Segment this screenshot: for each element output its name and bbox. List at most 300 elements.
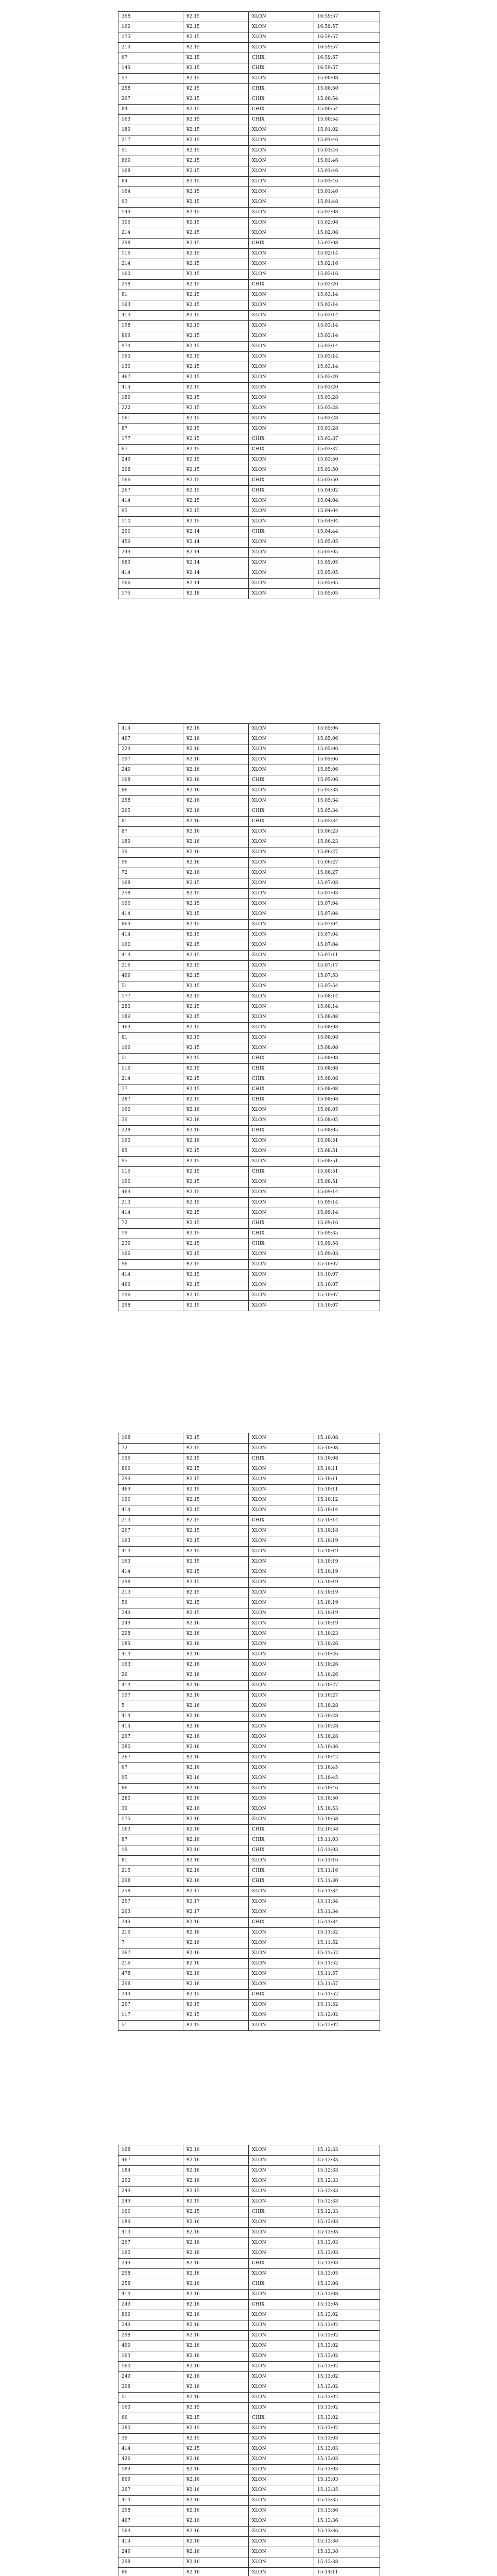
venue-cell: XLON — [249, 218, 314, 228]
table-row — [118, 1918, 380, 1928]
table-row — [118, 2331, 380, 2341]
price-cell: ¥2.16 — [183, 2465, 249, 2475]
price-cell: ¥2.16 — [183, 2506, 249, 2516]
volume-cell: 86 — [118, 786, 183, 796]
venue-cell: XLON — [249, 383, 314, 393]
volume-cell: 869 — [118, 2475, 183, 2485]
volume-cell: 869 — [118, 920, 183, 930]
volume-cell: 67 — [118, 445, 183, 455]
table-row — [118, 1475, 380, 1485]
time-cell: 15:02:08 — [314, 208, 380, 218]
time-cell: 15:13:36 — [314, 2537, 380, 2547]
table-row — [118, 1938, 380, 1948]
time-cell: 15:12:33 — [314, 2197, 380, 2207]
time-cell: 15:13:38 — [314, 2557, 380, 2568]
volume-cell: 414 — [118, 1681, 183, 1691]
venue-cell: CHIX — [249, 775, 314, 786]
price-cell: ¥2.16 — [183, 2176, 249, 2187]
venue-cell: XLON — [249, 1557, 314, 1567]
time-cell: 15:13:02 — [314, 2413, 380, 2424]
price-cell: ¥2.16 — [183, 1804, 249, 1815]
price-cell: ¥2.16 — [183, 806, 249, 817]
volume-cell: 214 — [118, 228, 183, 239]
price-cell: ¥2.15 — [183, 2187, 249, 2197]
venue-cell: XLON — [249, 548, 314, 558]
volume-cell: 84 — [118, 105, 183, 115]
time-cell: 15:10:07 — [314, 1291, 380, 1301]
table-row — [118, 372, 380, 383]
time-cell: 15:08:14 — [314, 1002, 380, 1012]
volume-cell: 258 — [118, 796, 183, 806]
table-row — [118, 2393, 380, 2403]
venue-cell: XLON — [249, 2382, 314, 2393]
venue-cell: CHIX — [249, 1239, 314, 1249]
price-cell: ¥2.16 — [183, 1794, 249, 1804]
time-cell: 15:12:33 — [314, 2145, 380, 2156]
venue-cell: XLON — [249, 403, 314, 414]
time-cell: 15:13:08 — [314, 2300, 380, 2310]
price-cell: ¥2.15 — [183, 208, 249, 218]
time-cell: 15:03:28 — [314, 424, 380, 434]
table-row — [118, 1557, 380, 1567]
volume-cell: 110 — [118, 517, 183, 527]
price-cell: ¥2.15 — [183, 321, 249, 331]
volume-cell: 249 — [118, 2320, 183, 2331]
table-row — [118, 1301, 380, 1311]
time-cell: 15:10:27 — [314, 1681, 380, 1691]
table-row — [118, 1054, 380, 1064]
table-row — [118, 2187, 380, 2197]
table-row — [118, 280, 380, 290]
volume-cell: 258 — [118, 280, 183, 290]
venue-cell: XLON — [249, 208, 314, 218]
time-cell: 15:13:03 — [314, 2454, 380, 2465]
price-cell: ¥2.15 — [183, 878, 249, 889]
venue-cell: CHIX — [249, 84, 314, 94]
price-cell: ¥2.15 — [183, 506, 249, 517]
volume-cell: 414 — [118, 1567, 183, 1578]
volume-cell: 869 — [118, 331, 183, 342]
table-row — [118, 2279, 380, 2290]
volume-cell: 249 — [118, 1990, 183, 2000]
venue-cell: CHIX — [249, 1825, 314, 1835]
volume-cell: 267 — [118, 2485, 183, 2496]
price-cell: ¥2.16 — [183, 744, 249, 755]
time-cell: 15:10:58 — [314, 1825, 380, 1835]
table-row — [118, 1619, 380, 1629]
time-cell: 15:13:02 — [314, 2424, 380, 2434]
volume-cell: 168 — [118, 878, 183, 889]
price-cell: ¥2.16 — [183, 1856, 249, 1866]
venue-cell: XLON — [249, 2197, 314, 2207]
table-row — [118, 1177, 380, 1188]
venue-cell: XLON — [249, 1260, 314, 1270]
table-row — [118, 1804, 380, 1815]
price-cell: ¥2.15 — [183, 74, 249, 84]
price-cell: ¥2.17 — [183, 1887, 249, 1897]
price-cell: ¥2.16 — [183, 1115, 249, 1126]
venue-cell: XLON — [249, 1907, 314, 1918]
price-cell: ¥2.16 — [183, 1845, 249, 1856]
venue-cell: XLON — [249, 1012, 314, 1023]
time-cell: 15:06:27 — [314, 868, 380, 878]
volume-cell: 87 — [118, 1835, 183, 1845]
volume-cell: 368 — [118, 12, 183, 22]
volume-cell: 222 — [118, 403, 183, 414]
time-cell: 15:05:06 — [314, 724, 380, 734]
price-cell: ¥2.15 — [183, 53, 249, 63]
time-cell: 15:10:19 — [314, 1588, 380, 1598]
time-cell: 15:12:02 — [314, 2021, 380, 2031]
price-cell: ¥2.15 — [183, 2010, 249, 2021]
price-cell: ¥2.16 — [183, 2320, 249, 2331]
volume-cell: 414 — [118, 724, 183, 734]
volume-cell: 160 — [118, 1136, 183, 1146]
time-cell: 15:05:34 — [314, 806, 380, 817]
venue-cell: XLON — [249, 2341, 314, 2351]
time-cell: 15:06:23 — [314, 837, 380, 848]
table-row — [118, 527, 380, 537]
time-cell: 15:05:06 — [314, 734, 380, 744]
time-cell: 15:05:05 — [314, 579, 380, 589]
venue-cell: XLON — [249, 2176, 314, 2187]
volume-cell: 161 — [118, 414, 183, 424]
volume-cell: 414 — [118, 2496, 183, 2506]
volume-cell: 95 — [118, 1157, 183, 1167]
volume-cell: 249 — [118, 2547, 183, 2557]
venue-cell: XLON — [249, 1105, 314, 1115]
time-cell: 15:07:04 — [314, 920, 380, 930]
volume-cell: 189 — [118, 125, 183, 135]
time-cell: 15:01:46 — [314, 156, 380, 166]
venue-cell: XLON — [249, 1505, 314, 1516]
table-row — [118, 208, 380, 218]
venue-cell: XLON — [249, 135, 314, 146]
venue-cell: XLON — [249, 1711, 314, 1722]
venue-cell: XLON — [249, 1670, 314, 1681]
venue-cell: XLON — [249, 455, 314, 465]
price-cell: ¥2.16 — [183, 1711, 249, 1722]
price-cell: ¥2.15 — [183, 1505, 249, 1516]
volume-cell: 26 — [118, 1670, 183, 1681]
volume-cell: 469 — [118, 1188, 183, 1198]
venue-cell: XLON — [249, 2372, 314, 2382]
volume-cell: 217 — [118, 135, 183, 146]
volume-cell: 116 — [118, 1167, 183, 1177]
price-cell: ¥2.15 — [183, 84, 249, 94]
table-row — [118, 1064, 380, 1074]
table-row — [118, 455, 380, 465]
volume-cell: 249 — [118, 455, 183, 465]
venue-cell: XLON — [249, 228, 314, 239]
table-row — [118, 434, 380, 445]
volume-cell: 51 — [118, 1054, 183, 1064]
price-cell: ¥2.15 — [183, 424, 249, 434]
table-row — [118, 2248, 380, 2259]
table-row — [118, 2547, 380, 2557]
price-cell: ¥2.16 — [183, 2300, 249, 2310]
venue-cell: XLON — [249, 1691, 314, 1701]
venue-cell: XLON — [249, 765, 314, 775]
volume-cell: 175 — [118, 1815, 183, 1825]
volume-cell: 213 — [118, 1198, 183, 1208]
table-row — [118, 2557, 380, 2568]
volume-cell: 228 — [118, 1126, 183, 1136]
price-cell: ¥2.16 — [183, 2475, 249, 2485]
price-cell: ¥2.16 — [183, 1639, 249, 1650]
table-row — [118, 218, 380, 228]
time-cell: 15:11:34 — [314, 1918, 380, 1928]
table-row — [118, 517, 380, 527]
price-cell: ¥2.15 — [183, 1536, 249, 1547]
price-cell: ¥2.14 — [183, 568, 249, 579]
price-cell: ¥2.15 — [183, 115, 249, 125]
table-row — [118, 992, 380, 1002]
volume-cell: 72 — [118, 1444, 183, 1454]
time-cell: 15:03:28 — [314, 393, 380, 403]
time-cell: 15:11:03 — [314, 1835, 380, 1845]
venue-cell: XLON — [249, 2485, 314, 2496]
time-cell: 15:01:46 — [314, 135, 380, 146]
time-cell: 15:09:14 — [314, 1198, 380, 1208]
time-cell: 15:10:11 — [314, 1464, 380, 1475]
venue-cell: XLON — [249, 1280, 314, 1291]
price-cell: ¥2.15 — [183, 1433, 249, 1444]
price-cell: ¥2.16 — [183, 2496, 249, 2506]
price-cell: ¥2.15 — [183, 2444, 249, 2454]
time-cell: 15:10:19 — [314, 1608, 380, 1619]
time-cell: 15:13:02 — [314, 2351, 380, 2362]
table-row — [118, 1639, 380, 1650]
venue-cell: XLON — [249, 848, 314, 858]
volume-cell: 467 — [118, 2156, 183, 2166]
time-cell: 15:10:27 — [314, 1691, 380, 1701]
volume-cell: 298 — [118, 2382, 183, 2393]
table-row — [118, 579, 380, 589]
price-cell: ¥2.16 — [183, 1773, 249, 1784]
price-cell: ¥2.15 — [183, 1578, 249, 1588]
price-cell: ¥2.16 — [183, 1629, 249, 1639]
volume-cell: 469 — [118, 1023, 183, 1033]
table-row — [118, 2310, 380, 2320]
time-cell: 15:10:28 — [314, 1701, 380, 1711]
time-cell: 15:13:03 — [314, 2465, 380, 2475]
table-row — [118, 1887, 380, 1897]
price-cell: ¥2.15 — [183, 22, 249, 32]
time-cell: 15:03:50 — [314, 455, 380, 465]
volume-cell: 51 — [118, 146, 183, 156]
venue-cell: XLON — [249, 249, 314, 259]
price-cell: ¥2.14 — [183, 548, 249, 558]
volume-cell: 267 — [118, 1526, 183, 1536]
venue-cell: XLON — [249, 1291, 314, 1301]
venue-cell: XLON — [249, 1146, 314, 1157]
time-cell: 15:03:28 — [314, 403, 380, 414]
venue-cell: XLON — [249, 1763, 314, 1773]
volume-cell: 175 — [118, 589, 183, 599]
volume-cell: 267 — [118, 94, 183, 105]
venue-cell: XLON — [249, 1188, 314, 1198]
price-cell: ¥2.15 — [183, 1033, 249, 1043]
volume-cell: 414 — [118, 311, 183, 321]
price-cell: ¥2.15 — [183, 43, 249, 53]
volume-cell: 189 — [118, 1012, 183, 1023]
venue-cell: XLON — [249, 2403, 314, 2413]
volume-cell: 84 — [118, 177, 183, 187]
time-cell: 15:01:02 — [314, 125, 380, 135]
price-cell: ¥2.16 — [183, 1136, 249, 1146]
time-cell: 15:06:27 — [314, 848, 380, 858]
price-cell: ¥2.16 — [183, 2362, 249, 2372]
time-cell: 15:03:20 — [314, 383, 380, 393]
venue-cell: CHIX — [249, 1835, 314, 1845]
volume-cell: 292 — [118, 2176, 183, 2187]
venue-cell: XLON — [249, 1742, 314, 1753]
price-cell: ¥2.15 — [183, 889, 249, 899]
table-row — [118, 1979, 380, 1990]
price-cell: ¥2.15 — [183, 951, 249, 961]
time-cell: 15:08:51 — [314, 1167, 380, 1177]
time-cell: 15:13:03 — [314, 2217, 380, 2228]
venue-cell: XLON — [249, 1526, 314, 1536]
page-sheet-2 — [118, 723, 380, 1311]
time-cell: 15:10:19 — [314, 1557, 380, 1567]
price-cell: ¥2.15 — [183, 1291, 249, 1301]
time-cell: 16:59:57 — [314, 12, 380, 22]
price-cell: ¥2.15 — [183, 455, 249, 465]
time-cell: 15:10:08 — [314, 1433, 380, 1444]
table-row — [118, 775, 380, 786]
volume-cell: 265 — [118, 806, 183, 817]
table-row — [118, 1270, 380, 1280]
page-sheet-4 — [118, 2145, 380, 2576]
table-row — [118, 2145, 380, 2156]
time-cell: 15:11:52 — [314, 2000, 380, 2010]
table-row — [118, 2207, 380, 2217]
venue-cell: XLON — [249, 1475, 314, 1485]
venue-cell: XLON — [249, 22, 314, 32]
venue-cell: XLON — [249, 352, 314, 362]
time-cell: 15:07:04 — [314, 940, 380, 951]
price-cell: ¥2.15 — [183, 280, 249, 290]
time-cell: 15:08:08 — [314, 1043, 380, 1054]
table-row — [118, 352, 380, 362]
volume-cell: 267 — [118, 1948, 183, 1959]
time-cell: 15:10:23 — [314, 1629, 380, 1639]
price-cell: ¥2.15 — [183, 135, 249, 146]
table-row — [118, 1763, 380, 1773]
venue-cell: CHIX — [249, 1064, 314, 1074]
price-cell: ¥2.15 — [183, 372, 249, 383]
table-row — [118, 1454, 380, 1464]
price-cell: ¥2.16 — [183, 1938, 249, 1948]
volume-cell: 175 — [118, 32, 183, 43]
volume-cell: 196 — [118, 1495, 183, 1505]
venue-cell: CHIX — [249, 486, 314, 496]
time-cell: 15:02:14 — [314, 249, 380, 259]
venue-cell: XLON — [249, 321, 314, 331]
table-row — [118, 465, 380, 476]
time-cell: 15:10:14 — [314, 1516, 380, 1526]
table-row — [118, 951, 380, 961]
venue-cell: XLON — [249, 187, 314, 197]
price-cell: ¥2.15 — [183, 445, 249, 455]
table-row — [118, 2516, 380, 2527]
time-cell: 15:10:08 — [314, 1454, 380, 1464]
table-row — [118, 2537, 380, 2547]
volume-cell: 96 — [118, 858, 183, 868]
table-row — [118, 32, 380, 43]
price-cell: ¥2.16 — [183, 1825, 249, 1835]
price-cell: ¥2.15 — [183, 2413, 249, 2424]
venue-cell: XLON — [249, 1270, 314, 1280]
venue-cell: XLON — [249, 2537, 314, 2547]
table-row — [118, 1012, 380, 1023]
volume-cell: 5 — [118, 1701, 183, 1711]
price-cell: ¥2.15 — [183, 1198, 249, 1208]
trades-table — [118, 11, 380, 599]
venue-cell: CHIX — [249, 1074, 314, 1084]
time-cell: 15:13:05 — [314, 2269, 380, 2279]
table-row — [118, 156, 380, 166]
volume-cell: 414 — [118, 1505, 183, 1516]
table-row — [118, 1567, 380, 1578]
volume-cell: 414 — [118, 1650, 183, 1660]
table-row — [118, 796, 380, 806]
table-row — [118, 228, 380, 239]
venue-cell: XLON — [249, 755, 314, 765]
venue-cell: XLON — [249, 2145, 314, 2156]
venue-cell: CHIX — [249, 1084, 314, 1095]
time-cell: 15:05:05 — [314, 558, 380, 568]
time-cell: 15:13:08 — [314, 2279, 380, 2290]
venue-cell: XLON — [249, 1495, 314, 1505]
venue-cell: XLON — [249, 43, 314, 53]
time-cell: 15:08:05 — [314, 1126, 380, 1136]
time-cell: 15:08:51 — [314, 1136, 380, 1146]
table-row — [118, 806, 380, 817]
venue-cell: CHIX — [249, 2300, 314, 2310]
table-row — [118, 1126, 380, 1136]
time-cell: 15:00:54 — [314, 105, 380, 115]
volume-cell: 95 — [118, 1773, 183, 1784]
venue-cell: XLON — [249, 2393, 314, 2403]
volume-cell: 249 — [118, 1918, 183, 1928]
time-cell: 15:10:11 — [314, 1485, 380, 1495]
time-cell: 15:13:03 — [314, 2444, 380, 2454]
price-cell: ¥2.16 — [183, 1866, 249, 1876]
table-row — [118, 2156, 380, 2166]
table-row — [118, 930, 380, 940]
venue-cell: XLON — [249, 2557, 314, 2568]
table-row — [118, 403, 380, 414]
volume-cell: 414 — [118, 2444, 183, 2454]
price-cell: ¥2.16 — [183, 2537, 249, 2547]
venue-cell: XLON — [249, 1681, 314, 1691]
venue-cell: XLON — [249, 1136, 314, 1146]
volume-cell: 164 — [118, 187, 183, 197]
price-cell: ¥2.15 — [183, 517, 249, 527]
time-cell: 15:04:04 — [314, 496, 380, 506]
price-cell: ¥2.15 — [183, 476, 249, 486]
time-cell: 15:11:30 — [314, 1876, 380, 1887]
time-cell: 15:10:07 — [314, 1301, 380, 1311]
venue-cell: XLON — [249, 362, 314, 372]
price-cell: ¥2.15 — [183, 1444, 249, 1454]
price-cell: ¥2.16 — [183, 1918, 249, 1928]
price-cell: ¥2.15 — [183, 1167, 249, 1177]
venue-cell: CHIX — [249, 527, 314, 537]
